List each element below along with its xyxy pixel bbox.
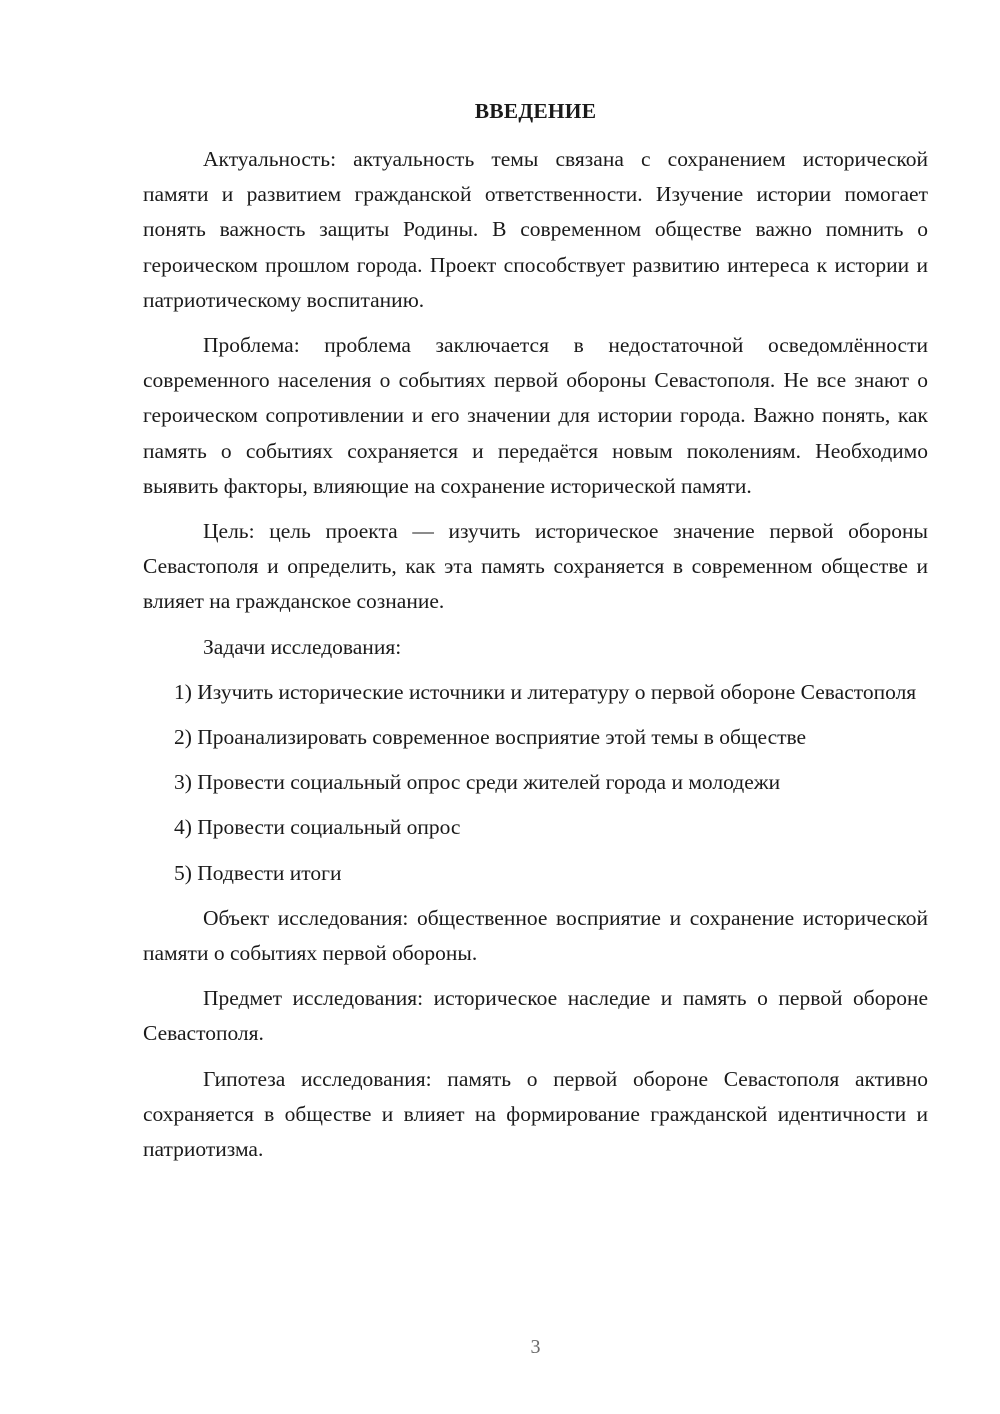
document-page [143, 0, 928, 1414]
document-body [143, 142, 928, 1177]
task-item-1: 1) Изучить исторические источники и литературу о первой обороне Севастополя [174, 679, 917, 704]
task-item-5: 5) Подвести итоги [174, 860, 342, 885]
task-item-2: 2) Проанализировать современное восприятие этой темы в обществе [174, 725, 807, 750]
paragraph-relevance: Актуальность: актуальность темы связана с сохранением исторической памяти и развитием гражданской ответственности. Изучение истории помогает понять важность защиты Родины. В современном обществе важно помнить о героическом прошлом города. Проект способствует развитию интереса к истории и патриотическому воспитанию. [143, 147, 928, 312]
task-item-4: 4) Провести социальный опрос [174, 815, 461, 840]
section-title: ВВЕДЕНИЕ [474, 99, 597, 123]
task-item-3: 3) Провести социальный опрос среди жителей города и молодежи [174, 770, 781, 795]
page-number: 3 [530, 1336, 541, 1358]
paragraph-object: Объект исследования: общественное восприятие и сохранение исторической памяти о событиях первой обороны. [143, 905, 928, 966]
paragraph-tasks-heading: Задачи исследования: [203, 634, 402, 659]
paragraph-goal: Цель: цель проекта — изучить историческое значение первой обороны Севастополя и определить, как эта память сохраняется в современном обществе и влияет на гражданское сознание. [143, 519, 928, 614]
paragraph-hypothesis: Гипотеза исследования: память о первой обороне Севастополя активно сохраняется в обществе и влияет на формирование гражданской идентичности и патриотизма. [143, 1066, 928, 1162]
paragraph-problem: Проблема: проблема заключается в недостаточной осведомлённости современного населения о событиях первой обороны Севастополя. Не все знают о героическом сопротивлении и его значении для истории города. Важно понять, как память о событиях сохраняется и передаётся новым поколениям. Необходимо выявить факторы, влияющие на сохранение исторической памяти. [143, 333, 928, 498]
paragraph-subject: Предмет исследования: историческое наследие и память о первой обороне Севастополя. [143, 986, 928, 1046]
